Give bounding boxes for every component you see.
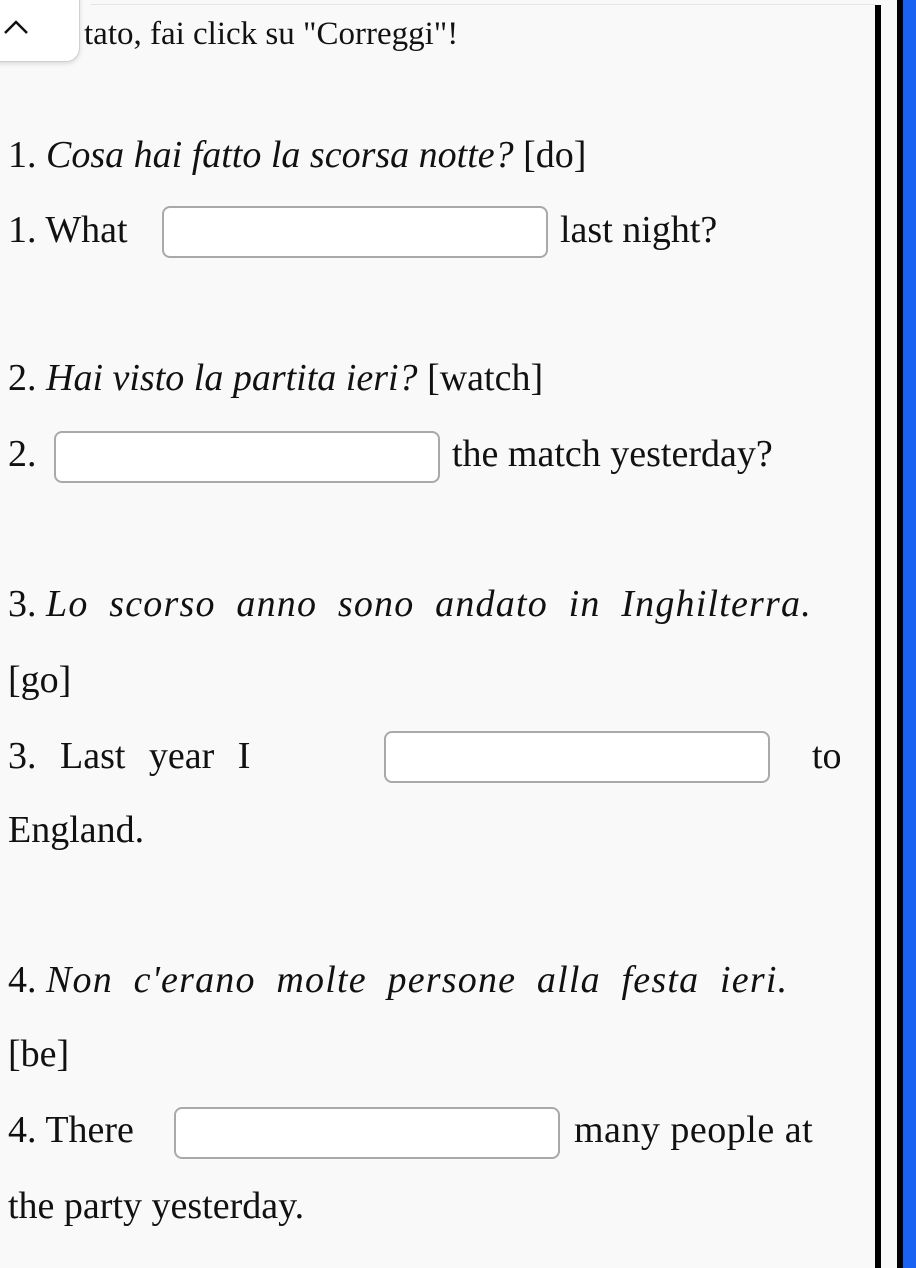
exercise-3-hint-line	[8, 658, 71, 702]
scrollbar[interactable]	[903, 0, 916, 1268]
answer-input-2[interactable]	[54, 431, 440, 483]
prompt-text: Hai visto la partita ieri?	[46, 357, 418, 399]
verb-hint: [do]	[523, 134, 587, 176]
collapse-button[interactable]	[0, 0, 80, 62]
exercise-3-before: 3. Last year I	[8, 735, 251, 777]
exercise-1-prompt	[8, 133, 586, 177]
exercise-4-hint-line	[8, 1032, 69, 1076]
exercise-3-prompt	[8, 582, 812, 626]
exercise-4-prompt	[8, 958, 788, 1002]
top-bar	[0, 0, 916, 62]
exercise-2-before: 2.	[8, 433, 37, 475]
prompt-number: 3.	[8, 583, 37, 625]
scroll-edge-left	[875, 5, 881, 1268]
verb-hint: [watch]	[427, 357, 544, 399]
top-divider	[90, 4, 876, 5]
prompt-number: 2.	[8, 357, 37, 399]
answer-input-1[interactable]	[162, 206, 548, 258]
exercise-4-after-line2: the party yesterday.	[8, 1185, 305, 1227]
prompt-number: 4.	[8, 959, 37, 1001]
exercise-1-before: 1. What	[8, 209, 128, 251]
exercise-2-after: the match yesterday?	[452, 433, 773, 475]
prompt-number: 1.	[8, 134, 37, 176]
exercise-3-after-line2: England.	[8, 809, 145, 851]
prompt-text: Lo scorso anno sono andato in Inghilterra.	[46, 583, 812, 625]
exercise-1-after: last night?	[560, 209, 718, 251]
verb-hint: [be]	[8, 1033, 70, 1075]
prompt-text: Non c'erano molte persone alla festa ieri.	[46, 959, 789, 1001]
answer-input-4[interactable]	[174, 1107, 560, 1159]
prompt-text: Cosa hai fatto la scorsa notte?	[46, 134, 514, 176]
answer-input-3[interactable]	[384, 731, 770, 783]
exercise-2-prompt	[8, 356, 543, 400]
exercise-4-after: many people at	[574, 1109, 814, 1151]
exercise-3-after: to	[812, 735, 842, 777]
verb-hint: [go]	[8, 659, 72, 701]
chevron-up-icon	[3, 19, 29, 35]
exercise-4-before: 4. There	[8, 1109, 134, 1151]
instruction-text: tato, fai click su "Correggi"!	[84, 16, 459, 52]
